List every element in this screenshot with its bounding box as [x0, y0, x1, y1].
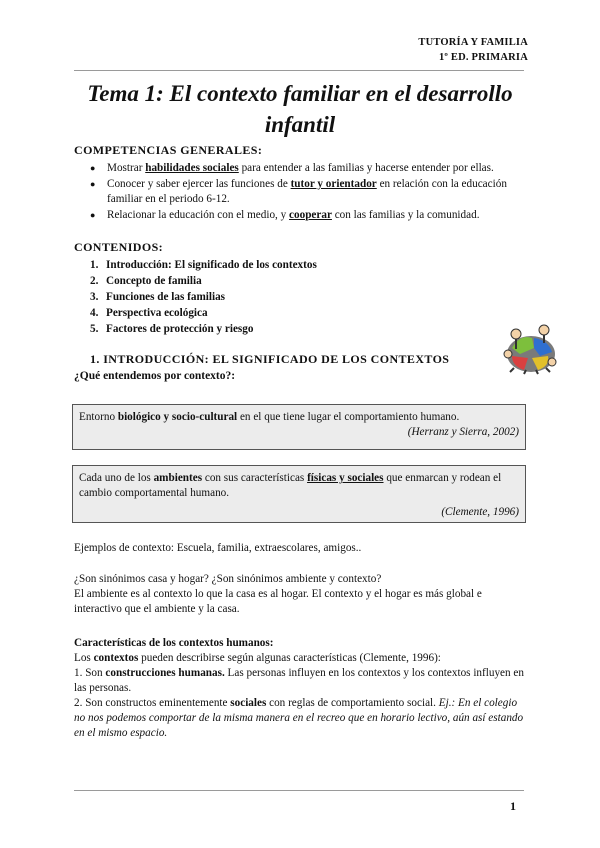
characteristics-heading: Características de los contextos humanos: [74, 637, 274, 649]
synonyms-answer: El ambiente es al contexto lo que la casa es al hogar. El contexto y el hogar es más global e interactivo que el ambiente y la casa. [74, 588, 482, 615]
bullet-icon: ● [90, 210, 96, 220]
list-item: 5. Factores de protección y riesgo [90, 323, 254, 335]
contenidos-heading: CONTENIDOS: [74, 240, 164, 254]
section-heading: 1. INTRODUCCIÓN: EL SIGNIFICADO DE LOS CONTEXTOS [90, 352, 450, 366]
list-item: 1. Introducción: El significado de los contextos [90, 259, 317, 271]
title-line-1: Tema 1: El contexto familiar en el desarrollo [87, 81, 513, 106]
synonyms-question: ¿Son sinónimos casa y hogar? ¿Son sinónimos ambiente y contexto? [74, 573, 382, 585]
list-item: 2. Concepto de familia [90, 275, 202, 287]
section-question: ¿Qué entendemos por contexto?: [74, 370, 236, 382]
page-number: 1 [510, 799, 516, 813]
list-item: ● Conocer y saber ejercer las funciones de tutor y orientador en relación con la educación familiar en el periodo 6-12. [90, 178, 507, 205]
document-header [418, 35, 528, 65]
characteristic-2: 2. Son constructos eminentemente sociales con reglas de comportamiento social. Ej.: En el colegio no nos podemos comportar de la misma manera en el recreo que en horario lectivo, aún así estando en el mismo espacio. [74, 697, 524, 739]
characteristics-section [74, 636, 529, 741]
definition-text: Cada uno de los ambientes con sus características físicas y sociales que enmarcan y rodean el cambio comportamental humano. [79, 472, 502, 499]
characteristics-intro: Los contextos pueden describirse según algunas características (Clemente, 1996): [74, 652, 441, 664]
list-item: ● Relacionar la educación con el medio, y cooperar con las familias y la comunidad. [90, 209, 480, 221]
definition-text: Entorno biológico y socio-cultural en el que tiene lugar el comportamiento humano. [79, 411, 460, 423]
title-line-2: infantil [264, 112, 336, 137]
citation: (Clemente, 1996) [441, 506, 519, 518]
puzzle-people-illustration [498, 318, 562, 382]
characteristic-1: 1. Son construcciones humanas. Las personas influyen en los contextos y los contextos influyen en las personas. [74, 667, 524, 694]
definition-box-1 [72, 404, 526, 450]
definition-box-2 [72, 465, 526, 523]
examples-text: Ejemplos de contexto: Escuela, familia, extraescolares, amigos.. [74, 542, 362, 554]
list-item: ● Mostrar habilidades sociales para entender a las familias y hacerse entender por ellas. [90, 162, 494, 174]
bullet-icon: ● [90, 179, 96, 189]
header-rule [74, 70, 524, 71]
header-subject: TUTORÍA Y FAMILIA [418, 37, 528, 48]
competencias-list [74, 161, 534, 224]
bullet-icon: ● [90, 163, 96, 173]
list-item: 3. Funciones de las familias [90, 291, 226, 303]
list-item: 4. Perspectiva ecológica [90, 307, 208, 319]
synonyms-paragraph [74, 572, 529, 617]
page-title [60, 78, 540, 140]
header-course: 1º ED. PRIMARIA [438, 52, 528, 63]
competencias-heading: COMPETENCIAS GENERALES: [74, 143, 263, 157]
citation: (Herranz y Sierra, 2002) [407, 426, 519, 438]
contenidos-list [74, 257, 317, 337]
footer-rule [74, 790, 524, 791]
